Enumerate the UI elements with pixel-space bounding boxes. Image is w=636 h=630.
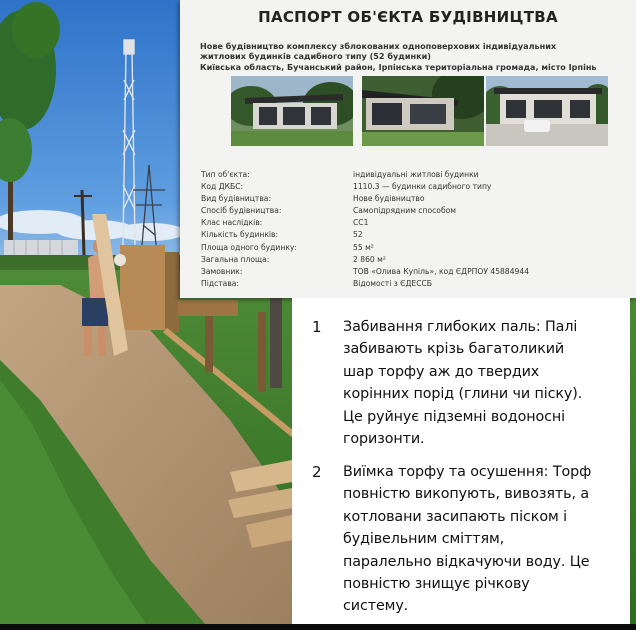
sign-row-key: Кількість будинків: (201, 230, 279, 240)
sign-row (201, 243, 621, 255)
point-text-line: паралельно відкачуючи воду. Це (343, 553, 590, 570)
sign-row (201, 182, 621, 194)
sign-row-value: Самопідрядним способом (353, 206, 457, 216)
sign-details-table (201, 170, 621, 291)
sign-row-value: Нове будівництво (353, 194, 425, 204)
point-text-line: забивають крізь багатоликий (343, 341, 565, 358)
sign-description (200, 41, 630, 72)
sign-post (270, 298, 282, 388)
sign-description-line: житлових будинків садибного типу (52 будинки) (200, 51, 431, 62)
sign-row (201, 230, 621, 242)
sign-row-value: 52 (353, 230, 363, 240)
point-text-line: корінних порід (глини чи піску). (343, 386, 583, 403)
house-render-photo (231, 76, 353, 146)
sign-row (201, 267, 621, 279)
sign-row-key: Тип об'єкта: (201, 170, 250, 179)
point-text-line: Виїмка торфу та осушення: Торф (343, 464, 592, 480)
sign-row-key: Площа одного будинку: (201, 242, 297, 252)
point-text-line: горизонти. (343, 431, 425, 448)
point-text-line: будівельним сміттям, (343, 531, 505, 548)
sign-row (201, 255, 621, 267)
point-text-line: котловани засипають піском і (343, 508, 567, 525)
utility-pole (82, 190, 84, 255)
sign-row (201, 206, 621, 218)
sign-row-value: СС1 (353, 218, 369, 228)
point-text-line: повністю знищує річкову (343, 576, 530, 593)
point-text-line: Забивання глибоких паль: Палі (343, 319, 578, 335)
sign-row (201, 279, 621, 291)
sign-row-value: ТОВ «Олива Купіль», код ЄДРПОУ 45884944 (353, 266, 530, 276)
point-number: 2 (312, 463, 322, 481)
info-text-panel (292, 298, 630, 624)
sign-row-key: Код ДКБС: (201, 182, 244, 192)
sign-row-key: Спосіб будівництва: (201, 206, 282, 216)
sign-row-key: Вид будівництва: (201, 194, 272, 204)
bottom-bar (0, 624, 636, 630)
house-render-photo (362, 76, 484, 146)
sign-row-value: індивідуальні житлові будинки (353, 170, 479, 179)
point-number: 1 (312, 318, 322, 336)
point-text (343, 316, 625, 450)
sign-row-value: 1110.3 — будинки садибного типу (353, 182, 492, 192)
sign-row-value: 2 860 м² (353, 254, 386, 264)
sign-row (201, 170, 621, 182)
sign-row-key: Клас наслідків: (201, 218, 263, 228)
house-render-photo (486, 76, 608, 146)
point-text-line: систему. (343, 598, 409, 615)
sign-row-value: Відомості з ЄДЕССБ (353, 278, 433, 288)
point-text (343, 461, 625, 618)
sign-row-value: 55 м² (353, 242, 374, 252)
sign-description-line: Нове будівництво комплексу зблокованих одноповерхових індивідуальних (200, 41, 557, 51)
sign-description-line: Київська область, Бучанський район, Ірпінська територіальна громада, місто Ірпінь (200, 61, 597, 72)
sign-row-key: Замовник: (201, 266, 243, 276)
sign-row (201, 194, 621, 206)
sign-title: ПАСПОРТ ОБ'ЄКТА БУДІВНИЦТВА (258, 8, 558, 26)
point-text-line: Це руйнує підземні водоносні (343, 408, 565, 425)
point-text-line: повністю викопують, вивозять, а (343, 486, 589, 503)
point-text-line: шар торфу аж до твердих (343, 363, 540, 380)
sign-row-key: Загальна площа: (201, 254, 270, 264)
sign-row (201, 218, 621, 230)
construction-passport-sign (180, 0, 636, 298)
sign-row-key: Підстава: (201, 278, 240, 288)
